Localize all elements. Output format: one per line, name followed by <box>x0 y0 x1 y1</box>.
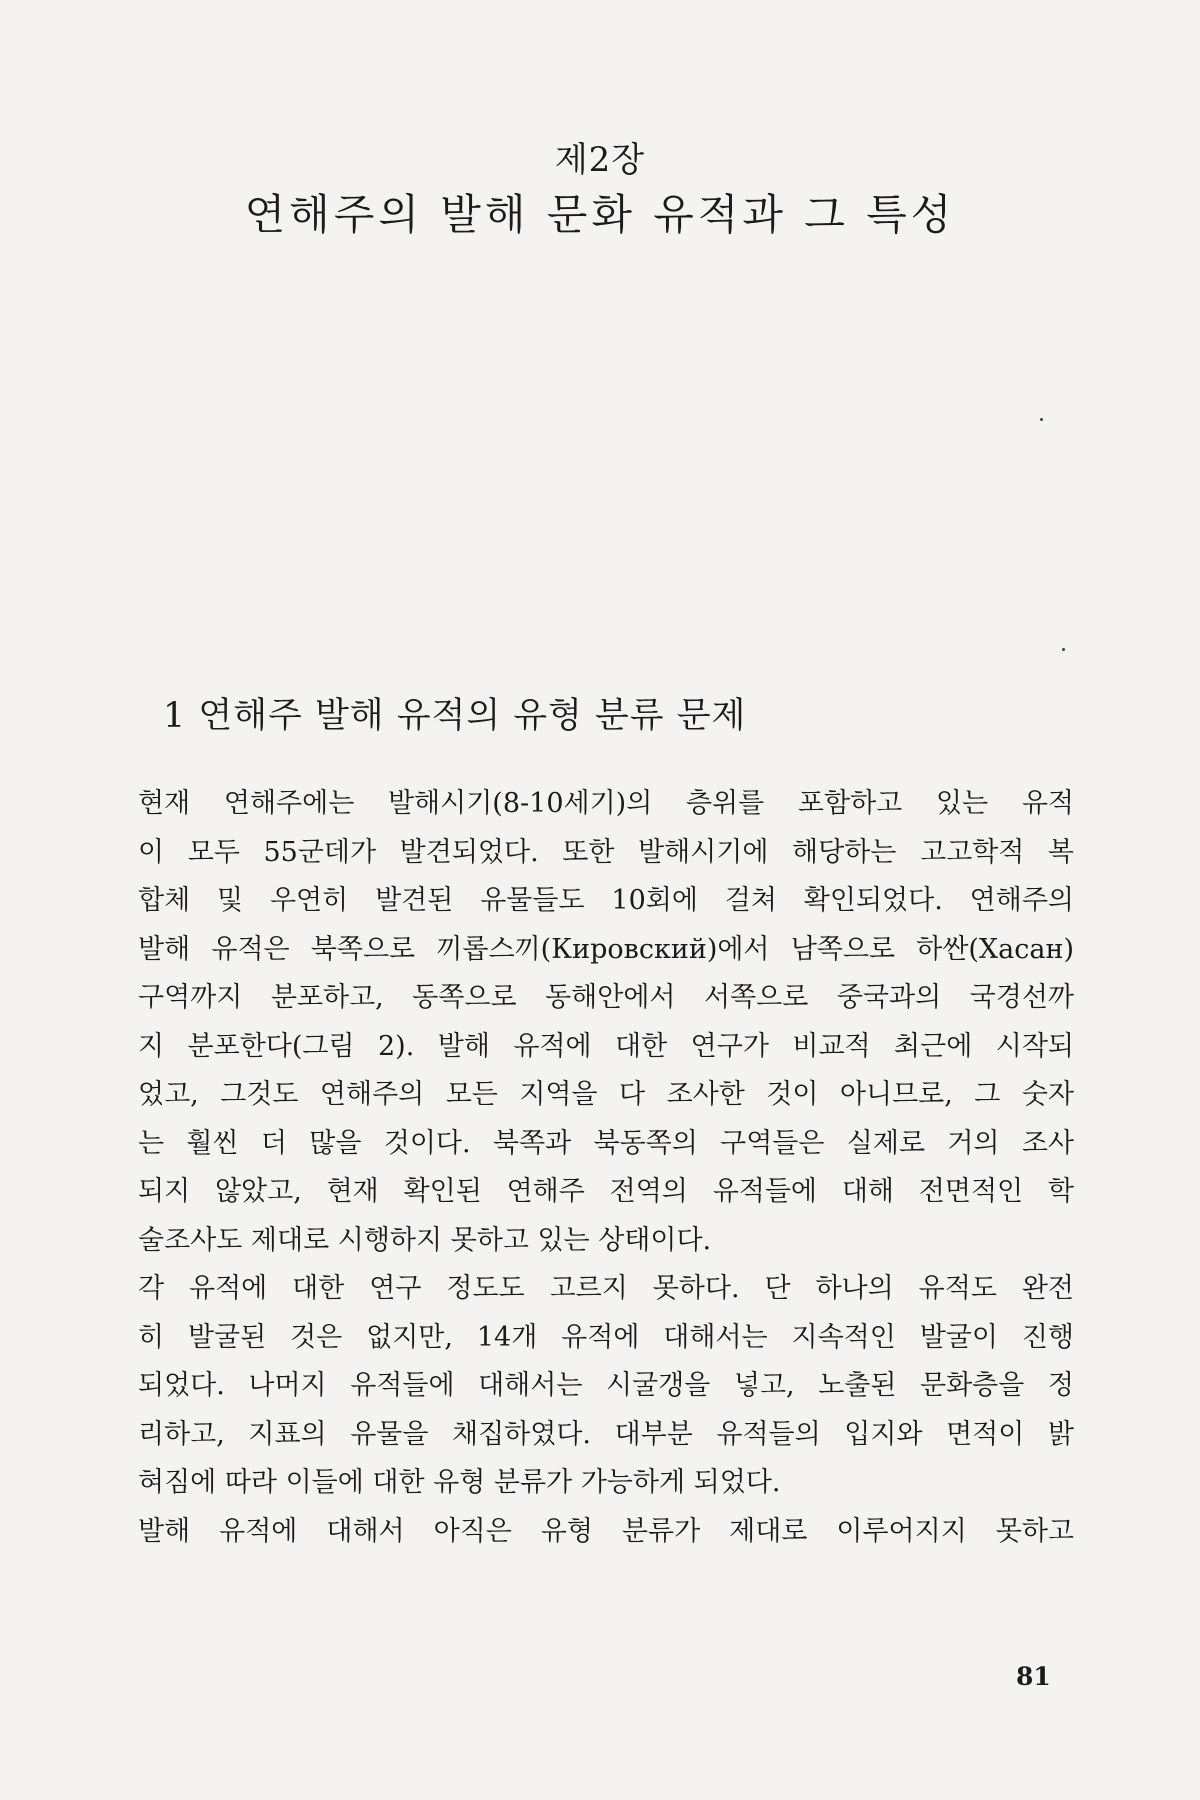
text-line: 혀짐에 따라 이들에 대한 유형 분류가 가능하게 되었다. <box>138 1467 781 1498</box>
text-line: 구역까지 분포하고, 동쪽으로 동해안에서 서쪽으로 중국과의 국경선까 <box>138 982 1074 1013</box>
chapter-number: 제2장 <box>554 140 646 180</box>
section-heading: 1 연해주 발해 유적의 유형 분류 문제 <box>163 696 747 736</box>
text-line: 술조사도 제대로 시행하지 못하고 있는 상태이다. <box>138 1224 712 1256</box>
text-line: 히 발굴된 것은 없지만, 14개 유적에 대해서는 지속적인 발굴이 진행 <box>138 1321 1074 1353</box>
scan-speck <box>1040 418 1043 421</box>
body-text <box>138 780 1074 1556</box>
text-line: 발해 유적은 북쪽으로 끼롭스끼(Кировский)에서 남쪽으로 하싼(Хасан) <box>138 933 1074 965</box>
text-line: 는 훨씬 더 많을 것이다. 북쪽과 북동쪽의 구역들은 실제로 거의 조사 <box>138 1127 1074 1159</box>
text-line: 되지 않았고, 현재 확인된 연해주 전역의 유적들에 대해 전면적인 학 <box>138 1176 1074 1207</box>
text-line: 되었다. 나머지 유적들에 대해서는 시굴갱을 넣고, 노출된 문화층을 정 <box>138 1370 1074 1401</box>
page-number: 81 <box>1016 1662 1051 1691</box>
text-line: 현재 연해주에는 발해시기(8-10세기)의 층위를 포함하고 있는 유적 <box>138 788 1074 819</box>
text-line: 이 모두 55군데가 발견되었다. 또한 발해시기에 해당하는 고고학적 복 <box>138 836 1074 868</box>
text-line: 합체 및 우연히 발견된 유물들도 10회에 걸쳐 확인되었다. 연해주의 <box>138 885 1074 916</box>
text-line: 지 분포한다(그림 2). 발해 유적에 대한 연구가 비교적 최근에 시작되 <box>138 1030 1074 1062</box>
text-line: 리하고, 지표의 유물을 채집하였다. 대부분 유적들의 입지와 면적이 밝 <box>138 1418 1074 1450</box>
text-line: 었고, 그것도 연해주의 모든 지역을 다 조사한 것이 아니므로, 그 숫자 <box>138 1079 1074 1110</box>
text-line: 발해 유적에 대해서 아직은 유형 분류가 제대로 이루어지지 못하고 <box>138 1515 1074 1547</box>
chapter-title: 연해주의 발해 문화 유적과 그 특성 <box>244 190 956 239</box>
scan-speck <box>1062 648 1065 651</box>
text-line: 각 유적에 대한 연구 정도도 고르지 못하다. 단 하나의 유적도 완전 <box>138 1273 1074 1304</box>
